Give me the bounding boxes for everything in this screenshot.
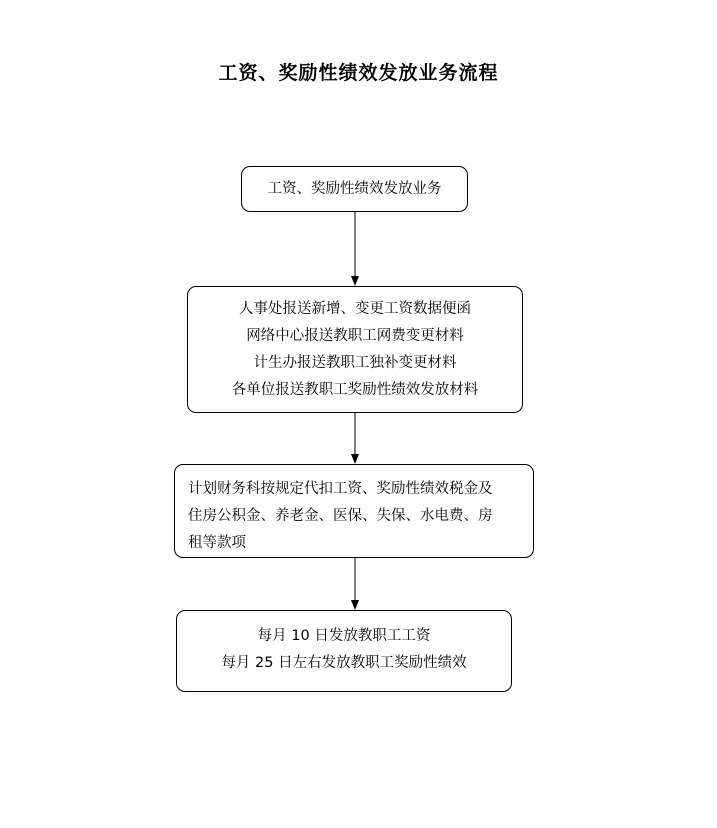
- flow-step-deductions: [174, 464, 534, 558]
- arrow-1: [351, 212, 359, 286]
- step-text: 每月 10 日发放教职工工资: [257, 628, 431, 644]
- step-text: 各单位报送教职工奖励性绩效发放材料: [231, 382, 479, 398]
- step-text: 网络中心报送教职工网费变更材料: [246, 328, 464, 344]
- page-title: 工资、奖励性绩效发放业务流程: [218, 62, 499, 84]
- step-text: 租等款项: [188, 535, 246, 551]
- step-text: 住房公积金、养老金、医保、失保、水电费、房: [188, 508, 493, 524]
- step-text: 每月 25 日左右发放教职工奖励性绩效: [221, 655, 467, 671]
- step-text: 工资、奖励性绩效发放业务: [267, 181, 442, 197]
- step-text: 人事处报送新增、变更工资数据便函: [239, 301, 471, 317]
- step-text: 计生办报送教职工独补变更材料: [253, 355, 457, 371]
- flow-step-payment: [176, 610, 512, 692]
- arrow-3: [351, 558, 359, 610]
- flow-step-start: [241, 166, 468, 212]
- flow-step-materials: [187, 286, 523, 413]
- step-text: 计划财务科按规定代扣工资、奖励性绩效税金及: [188, 481, 493, 497]
- arrow-2: [351, 413, 359, 464]
